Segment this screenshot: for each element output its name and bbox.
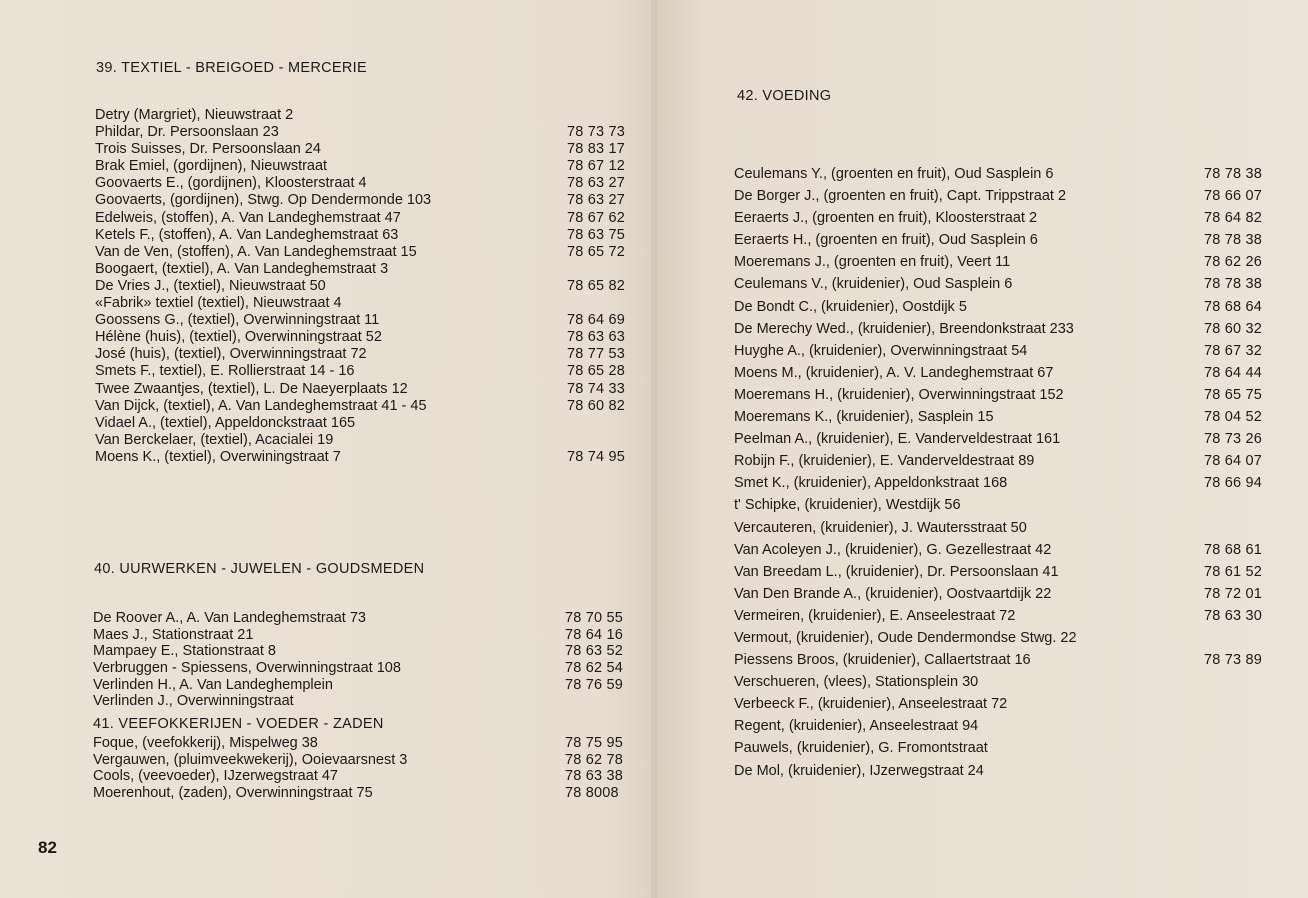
entry-name: Regent, (kruidenier), Anseelestraat 94 <box>734 718 979 735</box>
entry-name: Van Acoleyen J., (kruidenier), G. Gezellestraat 42 <box>734 541 1052 558</box>
phone-number: 78 73 26 <box>1204 431 1263 448</box>
phone-number: 78 64 16 <box>565 626 624 643</box>
phone-number: 78 64 44 <box>1204 364 1263 381</box>
entry-name: Peelman A., (kruidenier), E. Vanderveldestraat 161 <box>734 431 1061 448</box>
entry-name: De Roover A., A. Van Landeghemstraat 73 <box>93 610 366 626</box>
entry-name: Cools, (veevoeder), IJzerwegstraat 47 <box>93 768 338 785</box>
entry-name: Goossens G., (textiel), Overwinningstraat 11 <box>95 312 380 329</box>
entry-name: José (huis), (textiel), Overwinningstraat 72 <box>95 346 367 363</box>
phone-number: 78 67 12 <box>567 158 626 175</box>
phone-number: 78 78 38 <box>1204 166 1263 182</box>
phone-number: 78 73 89 <box>1204 652 1263 669</box>
entry-name: Robijn F., (kruidenier), E. Vanderveldestraat 89 <box>734 453 1035 470</box>
section-40-heading: 40. UURWERKEN - JUWELEN - GOUDSMEDEN <box>94 561 425 577</box>
phone-number: 78 8008 <box>565 785 619 802</box>
entry-name: Twee Zwaantjes, (textiel), L. De Naeyerplaats 12 <box>95 380 408 397</box>
entry-name: Detry (Margriet), Nieuwstraat 2 <box>95 107 294 123</box>
phone-number: 78 04 52 <box>1204 409 1263 426</box>
entry-name: Goovaerts E., (gordijnen), Kloosterstraat 4 <box>95 175 367 192</box>
entry-name: Verbruggen - Spiessens, Overwinningstraat 108 <box>93 660 401 677</box>
entry-name: Foque, (veefokkerij), Mispelweg 38 <box>93 735 318 751</box>
entry-name: De Vries J., (textiel), Nieuwstraat 50 <box>95 277 326 294</box>
phone-number: 78 78 38 <box>1204 276 1263 293</box>
phone-number: 78 60 32 <box>1204 320 1263 337</box>
phone-number: 78 62 54 <box>565 660 624 677</box>
phone-number: 78 65 72 <box>567 243 626 260</box>
entry-name: Verlinden H., A. Van Landeghemplein <box>93 676 333 693</box>
page-number: 82 <box>38 838 57 857</box>
phone-number: 78 63 27 <box>567 192 626 209</box>
phone-number: 78 67 32 <box>1204 342 1263 359</box>
entry-name: Verschueren, (vlees), Stationsplein 30 <box>734 674 979 691</box>
phone-number: 78 77 53 <box>567 346 626 363</box>
entry-name: Van Dijck, (textiel), A. Van Landeghemstraat 41 - 45 <box>95 397 427 414</box>
phone-number: 78 74 95 <box>567 448 626 465</box>
entry-name: De Borger J., (groenten en fruit), Capt. Trippstraat 2 <box>734 188 1067 205</box>
entry-name: Moens K., (textiel), Overwiningstraat 7 <box>95 448 341 465</box>
entry-name: Piessens Broos, (kruidenier), Callaertstraat 16 <box>734 652 1031 669</box>
section-39-heading: 39. TEXTIEL - BREIGOED - MERCERIE <box>96 60 367 76</box>
phone-number: 78 83 17 <box>567 141 626 158</box>
entry-name: Moeremans J., (groenten en fruit), Veert 11 <box>734 254 1011 271</box>
phone-number: 78 64 82 <box>1204 210 1263 227</box>
section-42-heading: 42. VOEDING <box>737 88 832 104</box>
entry-name: Ketels F., (stoffen), A. Van Landeghemstraat 63 <box>95 226 399 243</box>
phone-number: 78 63 27 <box>567 175 626 192</box>
phone-number: 78 74 33 <box>567 380 626 397</box>
phone-number: 78 66 07 <box>1204 188 1263 205</box>
phone-number: 78 65 28 <box>567 363 626 380</box>
entry-name: De Merechy Wed., (kruidenier), Breendonkstraat 233 <box>734 320 1074 337</box>
entry-name: Ceulemans Y., (groenten en fruit), Oud Sasplein 6 <box>734 166 1054 182</box>
entry-name: Edelweis, (stoffen), A. Van Landeghemstraat 47 <box>95 209 401 226</box>
entry-name: Smets F., textiel), E. Rollierstraat 14 - 16 <box>95 363 355 380</box>
book-gutter <box>651 0 657 898</box>
entry-name: Vermeiren, (kruidenier), E. Anseelestraat 72 <box>734 607 1016 624</box>
phone-number: 78 70 55 <box>565 610 624 626</box>
phone-number: 78 65 75 <box>1204 386 1263 403</box>
phone-number: 78 73 73 <box>567 124 626 141</box>
phone-number: 78 63 75 <box>567 226 626 243</box>
entry-name: Pauwels, (kruidenier), G. Fromontstraat <box>734 740 988 757</box>
entry-name: Van Breedam L., (kruidenier), Dr. Persoonslaan 41 <box>734 563 1059 580</box>
entry-name: Vermout, (kruidenier), Oude Dendermondse Stwg. 22 <box>734 629 1077 646</box>
entry-name: Verbeeck F., (kruidenier), Anseelestraat 72 <box>734 696 1008 713</box>
phone-number: 78 60 82 <box>567 397 626 414</box>
entry-name: Ceulemans V., (kruidenier), Oud Sasplein 6 <box>734 276 1013 293</box>
phone-number: 78 61 52 <box>1204 563 1263 580</box>
phone-number: 78 63 52 <box>565 643 624 660</box>
entry-name: Mampaey E., Stationstraat 8 <box>93 643 276 660</box>
phone-number: 78 78 38 <box>1204 232 1263 249</box>
entry-name: Van de Ven, (stoffen), A. Van Landeghemstraat 15 <box>95 243 417 260</box>
entry-name: Trois Suisses, Dr. Persoonslaan 24 <box>95 141 321 158</box>
phone-number: 78 65 82 <box>567 277 626 294</box>
entry-name: Moens M., (kruidenier), A. V. Landeghemstraat 67 <box>734 364 1054 381</box>
phone-number: 78 75 95 <box>565 735 624 751</box>
entry-name: t' Schipke, (kruidenier), Westdijk 56 <box>734 497 961 514</box>
entry-name: Van Berckelaer, (textiel), Acacialei 19 <box>95 431 334 448</box>
entry-name: Smet K., (kruidenier), Appeldonkstraat 168 <box>734 475 1008 492</box>
entry-name: Hélène (huis), (textiel), Overwinningstraat 52 <box>95 329 382 346</box>
phone-number: 78 68 61 <box>1204 541 1263 558</box>
phone-number: 78 67 62 <box>567 209 626 226</box>
entry-name: «Fabrik» textiel (textiel), Nieuwstraat 4 <box>95 295 342 312</box>
entry-name: Moeremans H., (kruidenier), Overwinningstraat 152 <box>734 386 1064 403</box>
section-41-heading: 41. VEEFOKKERIJEN - VOEDER - ZADEN <box>93 716 384 732</box>
phone-number: 78 68 64 <box>1204 298 1263 315</box>
phone-number: 78 64 07 <box>1204 453 1263 470</box>
entry-name: Huyghe A., (kruidenier), Overwinningstraat 54 <box>734 342 1028 359</box>
phone-number: 78 62 78 <box>565 751 624 768</box>
entry-name: Moerenhout, (zaden), Overwinningstraat 75 <box>93 785 373 802</box>
phone-number: 78 63 63 <box>567 329 626 346</box>
phone-number: 78 63 30 <box>1204 607 1263 624</box>
entry-name: De Mol, (kruidenier), IJzerwegstraat 24 <box>734 762 984 779</box>
phone-number: 78 63 38 <box>565 768 624 785</box>
entry-name: Phildar, Dr. Persoonslaan 23 <box>95 124 279 141</box>
phone-number: 78 64 69 <box>567 312 626 329</box>
entry-name: Vidael A., (textiel), Appeldonckstraat 165 <box>95 414 356 431</box>
entry-name: Brak Emiel, (gordijnen), Nieuwstraat <box>95 158 328 175</box>
phone-number: 78 66 94 <box>1204 475 1263 492</box>
entry-name: Eeraerts J., (groenten en fruit), Kloosterstraat 2 <box>734 210 1038 227</box>
phone-number: 78 72 01 <box>1204 585 1263 602</box>
entry-name: Boogaert, (textiel), A. Van Landeghemstraat 3 <box>95 260 389 277</box>
entry-name: Maes J., Stationstraat 21 <box>93 626 254 643</box>
phone-number: 78 76 59 <box>565 676 624 693</box>
entry-name: De Bondt C., (kruidenier), Oostdijk 5 <box>734 298 967 315</box>
entry-name: Vergauwen, (pluimveekwekerij), Ooievaarsnest 3 <box>93 751 408 768</box>
entry-name: Verlinden J., Overwinningstraat <box>93 693 294 710</box>
entry-name: Goovaerts, (gordijnen), Stwg. Op Dendermonde 103 <box>95 192 432 209</box>
entry-name: Eeraerts H., (groenten en fruit), Oud Sasplein 6 <box>734 232 1038 249</box>
phone-number: 78 62 26 <box>1204 254 1263 271</box>
entry-name: Van Den Brande A., (kruidenier), Oostvaartdijk 22 <box>734 585 1052 602</box>
entry-name: Vercauteren, (kruidenier), J. Wautersstraat 50 <box>734 519 1027 536</box>
entry-name: Moeremans K., (kruidenier), Sasplein 15 <box>734 409 994 426</box>
